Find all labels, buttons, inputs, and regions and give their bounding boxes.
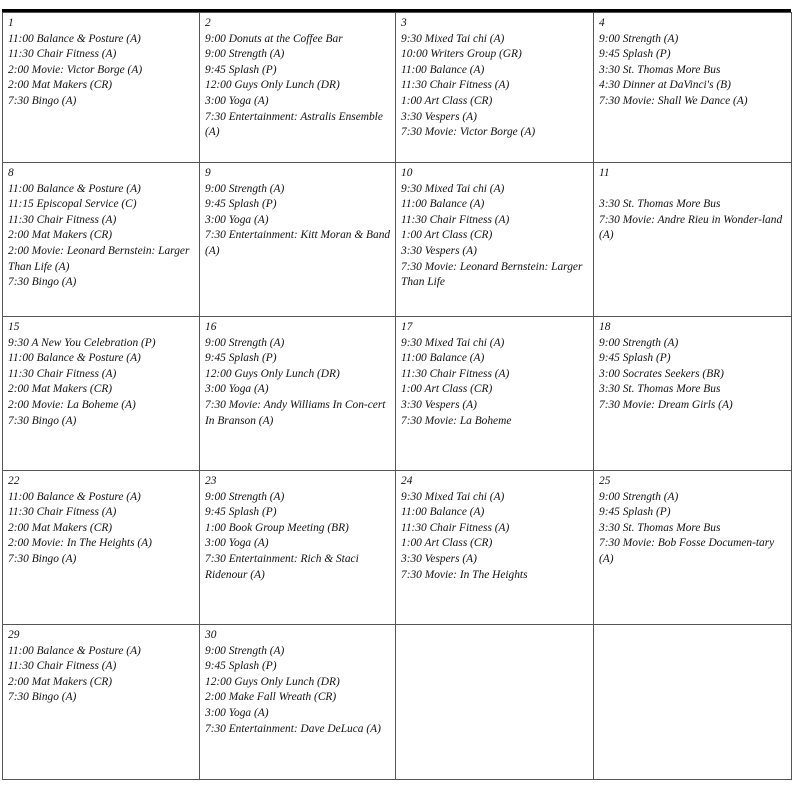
- empty-day-cell: [594, 625, 792, 780]
- event-item: 3:30 St. Thomas More Bus: [599, 383, 721, 396]
- event-item: 7:30 Movie: Bob Fosse Documen-tary (A): [599, 537, 775, 565]
- event-item: 2:00 Movie: In The Heights (A): [8, 537, 152, 550]
- day-number: 2: [205, 17, 211, 29]
- event-item: 11:30 Chair Fitness (A): [401, 213, 510, 226]
- day-cell: [3, 625, 200, 780]
- event-item: 2:00 Mat Makers (CR): [8, 383, 113, 396]
- event-item: 11:30 Chair Fitness (A): [8, 48, 117, 61]
- event-item: 9:00 Strength (A): [599, 490, 679, 503]
- empty-day-cell: [396, 625, 594, 780]
- calendar-week-row: [3, 471, 792, 625]
- event-item: 3:00 Yoga (A): [205, 706, 269, 719]
- event-item: 9:00 Strength (A): [205, 336, 285, 349]
- event-item: 9:45 Splash (P): [599, 48, 671, 61]
- event-item: 9:30 Mixed Tai chi (A): [401, 182, 505, 195]
- event-item: 2:00 Mat Makers (CR): [8, 675, 113, 688]
- calendar-week-row: [3, 13, 792, 163]
- event-item: 12:00 Guys Only Lunch (DR): [205, 367, 340, 380]
- event-item: 3:00 Socrates Seekers (BR): [599, 367, 724, 380]
- day-number: 24: [401, 475, 413, 487]
- event-item: 9:00 Strength (A): [205, 644, 285, 657]
- day-number: 8: [8, 167, 14, 179]
- event-item: 9:45 Splash (P): [205, 198, 277, 211]
- day-number: 1: [8, 17, 14, 29]
- day-number: 9: [205, 167, 211, 179]
- day-cell: [200, 625, 396, 780]
- event-item: 3:30 Vespers (A): [401, 552, 477, 565]
- event-item: 9:45 Splash (P): [205, 506, 277, 519]
- day-cell: [3, 317, 200, 471]
- event-item: 3:30 Vespers (A): [401, 398, 477, 411]
- event-item: 4:30 Dinner at DaVinci's (B): [599, 79, 731, 92]
- event-item: 3:30 Vespers (A): [401, 110, 477, 123]
- day-cell: [200, 317, 396, 471]
- event-item: 7:30 Movie: Dream Girls (A): [599, 398, 733, 411]
- day-number: 3: [401, 17, 407, 29]
- calendar-week-row: [3, 625, 792, 780]
- calendar-week-row: [3, 163, 792, 317]
- day-cell: [594, 471, 792, 625]
- event-item: 11:30 Chair Fitness (A): [401, 367, 510, 380]
- event-item: 2:00 Movie: La Boheme (A): [8, 398, 136, 411]
- event-item: 11:00 Balance & Posture (A): [8, 644, 141, 657]
- event-item: 9:00 Strength (A): [205, 182, 285, 195]
- event-item: 1:00 Art Class (CR): [401, 537, 493, 550]
- event-item: 7:30 Movie: In The Heights: [401, 568, 528, 581]
- day-number: 22: [8, 475, 20, 487]
- event-item: 7:30 Entertainment: Astralis Ensemble (A): [205, 110, 383, 139]
- day-number: 15: [8, 321, 20, 333]
- event-item: 7:30 Movie: Andy Williams In Con-cert In Branson (A): [205, 398, 386, 427]
- calendar-grid: [2, 12, 792, 780]
- event-item: 11:00 Balance & Posture (A): [8, 182, 141, 195]
- event-item: 9:45 Splash (P): [205, 63, 277, 76]
- event-item: 9:00 Strength (A): [205, 490, 285, 503]
- day-cell: [594, 13, 792, 163]
- day-number: 30: [205, 629, 217, 641]
- event-item: 11:30 Chair Fitness (A): [8, 660, 117, 673]
- event-item: 12:00 Guys Only Lunch (DR): [205, 675, 340, 688]
- day-cell: [396, 13, 594, 163]
- event-item: 7:30 Movie: La Boheme: [401, 414, 512, 427]
- day-cell: [396, 317, 594, 471]
- calendar: [2, 9, 791, 776]
- event-item: 11:15 Episcopal Service (C): [8, 198, 137, 211]
- day-cell: [3, 163, 200, 317]
- event-item: 2:00 Movie: Victor Borge (A): [8, 63, 143, 76]
- event-item: 11:00 Balance (A): [401, 506, 485, 519]
- event-item: 9:45 Splash (P): [599, 352, 671, 365]
- event-item: 7:30 Bingo (A): [8, 94, 77, 107]
- event-item: 3:30 Vespers (A): [401, 244, 477, 257]
- event-item: 1:00 Art Class (CR): [401, 94, 493, 107]
- day-cell: [594, 317, 792, 471]
- day-number: 18: [599, 321, 611, 333]
- event-item: 12:00 Guys Only Lunch (DR): [205, 79, 340, 92]
- event-item: 7:30 Bingo (A): [8, 691, 77, 704]
- day-cell: [200, 471, 396, 625]
- event-item: 9:30 Mixed Tai chi (A): [401, 490, 505, 503]
- day-cell: [396, 471, 594, 625]
- day-cell: [3, 471, 200, 625]
- day-cell: [594, 163, 792, 317]
- event-item: [599, 182, 788, 198]
- event-item: 9:30 Mixed Tai chi (A): [401, 32, 505, 45]
- event-item: 3:00 Yoga (A): [205, 94, 269, 107]
- day-number: 23: [205, 475, 217, 487]
- event-item: 2:00 Movie: Leonard Bernstein: Larger Than Life (A): [8, 244, 190, 273]
- event-item: 11:00 Balance (A): [401, 352, 485, 365]
- event-item: 7:30 Bingo (A): [8, 552, 77, 565]
- event-item: 2:00 Make Fall Wreath (CR): [205, 691, 337, 704]
- day-cell: [200, 13, 396, 163]
- event-item: 1:00 Art Class (CR): [401, 229, 493, 242]
- calendar-week-row: [3, 317, 792, 471]
- event-item: 9:45 Splash (P): [205, 352, 277, 365]
- event-item: 7:30 Movie: Shall We Dance (A): [599, 94, 748, 107]
- day-number: 16: [205, 321, 217, 333]
- event-item: 11:30 Chair Fitness (A): [8, 213, 117, 226]
- day-number: 17: [401, 321, 413, 333]
- day-number: 29: [8, 629, 20, 641]
- event-item: 3:30 St. Thomas More Bus: [599, 521, 721, 534]
- event-item: 9:00 Strength (A): [205, 48, 285, 61]
- event-item: 11:00 Balance (A): [401, 63, 485, 76]
- event-item: 7:30 Movie: Victor Borge (A): [401, 126, 536, 139]
- day-number: 4: [599, 17, 605, 29]
- event-item: 11:00 Balance (A): [401, 198, 485, 211]
- event-item: 11:00 Balance & Posture (A): [8, 352, 141, 365]
- event-item: 3:00 Yoga (A): [205, 213, 269, 226]
- day-number: 11: [599, 167, 610, 179]
- event-item: 7:30 Bingo (A): [8, 276, 77, 289]
- day-number: 25: [599, 475, 611, 487]
- day-cell: [200, 163, 396, 317]
- event-item: 11:30 Chair Fitness (A): [8, 367, 117, 380]
- event-item: 9:00 Strength (A): [599, 336, 679, 349]
- event-item: 3:30 St. Thomas More Bus: [599, 198, 721, 211]
- event-item: 11:00 Balance & Posture (A): [8, 490, 141, 503]
- event-item: 7:30 Bingo (A): [8, 414, 77, 427]
- day-cell: [3, 13, 200, 163]
- event-item: 11:00 Balance & Posture (A): [8, 32, 141, 45]
- event-item: 3:00 Yoga (A): [205, 383, 269, 396]
- event-item: 3:00 Yoga (A): [205, 537, 269, 550]
- event-item: 9:00 Strength (A): [599, 32, 679, 45]
- event-item: 2:00 Mat Makers (CR): [8, 79, 113, 92]
- event-item: 10:00 Writers Group (GR): [401, 48, 522, 61]
- event-item: 9:45 Splash (P): [205, 660, 277, 673]
- day-cell: [396, 163, 594, 317]
- event-item: 11:30 Chair Fitness (A): [401, 521, 510, 534]
- event-item: 9:30 Mixed Tai chi (A): [401, 336, 505, 349]
- event-item: 7:30 Entertainment: Rich & Staci Ridenour (A): [205, 552, 359, 581]
- event-item: 3:30 St. Thomas More Bus: [599, 63, 721, 76]
- event-item: 2:00 Mat Makers (CR): [8, 521, 113, 534]
- event-item: 7:30 Movie: Andre Rieu in Wonder-land (A): [599, 213, 783, 242]
- event-item: 7:30 Movie: Leonard Bernstein: Larger Than Life: [401, 260, 583, 289]
- event-item: 1:00 Art Class (CR): [401, 383, 493, 396]
- event-item: 9:00 Donuts at the Coffee Bar: [205, 32, 343, 45]
- event-item: 11:30 Chair Fitness (A): [401, 79, 510, 92]
- event-item: 9:30 A New You Celebration (P): [8, 336, 156, 349]
- event-item: 9:45 Splash (P): [599, 506, 671, 519]
- event-item: 2:00 Mat Makers (CR): [8, 229, 113, 242]
- event-item: 7:30 Entertainment: Kitt Moran & Band (A): [205, 229, 391, 257]
- day-number: 10: [401, 167, 413, 179]
- event-item: 11:30 Chair Fitness (A): [8, 506, 117, 519]
- event-item: 1:00 Book Group Meeting (BR): [205, 521, 349, 534]
- event-item: 7:30 Entertainment: Dave DeLuca (A): [205, 722, 381, 735]
